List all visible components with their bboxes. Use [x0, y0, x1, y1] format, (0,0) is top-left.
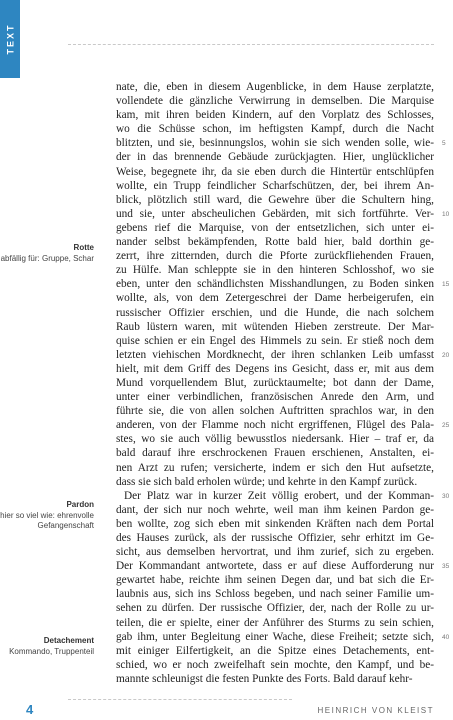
gloss-detachement [0, 636, 94, 657]
body-line: dant, der sich nur noch wehrte, weil man ihm keinen Pardon ge- [116, 503, 434, 516]
line-number: 10 [442, 210, 450, 218]
body-line: mannte schleunigst die festen Punkte des Forts. Bald darauf kehr- [116, 672, 413, 685]
body-line: führte sie, die von allen solchen Auftritten sprachlos war, in den [116, 405, 434, 418]
body-line: wollte, als, von dem Zetergeschrei der Dame herbeigerufen, ein [116, 292, 434, 305]
body-line: eben, unter den schändlichsten Misshandlungen, zu Boden sinken [116, 278, 434, 291]
body-line: Der Platz war in kurzer Zeit völlig erobert, und der Komman- [124, 489, 434, 502]
gloss-definition: abfällig für: Gruppe, Schar [0, 253, 94, 263]
side-tab-label: TEXT [5, 23, 16, 55]
body-line: ben wollte, zog sich eben mit sinkenden Kräften nach dem Portal [116, 517, 434, 530]
gloss-term: Pardon [66, 500, 94, 509]
body-line: unter einer verbindlichen, französischen Anrede den Arm, und [116, 391, 434, 404]
gloss-pardon [0, 500, 94, 532]
side-tab-label-wrap [0, 0, 20, 78]
body-line: letzten viehischen Mordknecht, der ihren schlanken Leib umfasst [116, 348, 434, 361]
body-line: gab ihm, unter Begleitung einer Wache, diese Freiheit; setzte sich, [116, 630, 434, 643]
body-line: mit einiger Eilfertigkeit, an die Spitze eines Detachements, ent- [116, 644, 434, 657]
body-line: stes, wo sie auch völlig bewusstlos niedersank. Hier – traf er, da [116, 433, 434, 446]
body-line: kam, mit ihren beiden Kindern, auf den Vorplatz des Schlosses, [116, 109, 434, 122]
body-line: russischer Offizier erschien, und die Hunde, die nach solchem [116, 306, 434, 319]
line-number: 20 [442, 351, 450, 359]
body-line: und sie, unter abscheulichen Gebärden, mit sich fortführte. Ver- [116, 207, 434, 220]
body-line: laubnis aus, sich ins Schloss begeben, und nach seiner Familie um- [116, 588, 434, 601]
body-line: teilen, die er spielte, einer der Anführer des Sturms zu sein schien, [116, 616, 434, 629]
body-line: nen Arzt zu rufen; versicherte, indem er sich den Hut aufsetzte, [116, 461, 434, 474]
line-number: 40 [442, 633, 450, 641]
body-line: vollendete die gänzliche Verwirrung in demselben. Die Marquise [116, 95, 434, 108]
body-line: Weise, begegnete ihr, da sie eben durch die Hintertür entschlüpfen [116, 165, 434, 178]
line-number: 5 [442, 140, 446, 148]
bottom-dashed-rule [68, 699, 292, 700]
body-line: wollte, ein Trupp feindlicher Scharfschützen, der, bei ihrem An- [116, 179, 434, 192]
body-line: bald darauf ihre erschrockenen Frauen erschienen, Anstalten, ei- [116, 447, 434, 460]
gloss-term: Detachement [43, 636, 94, 645]
body-line: Der Kommandant antwortete, dass er auf diese Aufforderung nur [116, 560, 434, 573]
line-number: 15 [442, 281, 450, 289]
gloss-term: Rotte [73, 243, 94, 252]
body-line: sehen zu dürfen. Der russische Offizier, der, nach der Rolle zu ur- [116, 602, 434, 615]
body-line: anderen, von der Flamme noch nicht ergriffenen, Flügel des Pala- [116, 419, 434, 432]
body-line: gewartet habe, reichte ihm seinen Degen dar, und bat sich die Er- [116, 574, 434, 587]
body-line: blitzten, und sie, besinnungslos, wohin sie sich wenden solle, wie- [116, 137, 434, 150]
body-line: nander selbst bekämpfenden, Rotte bald hier, bald dorthin ge- [116, 236, 434, 249]
body-line: sicht, aus demselben hervortrat, und ihm zurief, sich zu ergeben. [116, 546, 434, 559]
top-dashed-rule [68, 44, 434, 45]
body-line: hielt, mit dem Griff des Degens ins Gesicht, dass er, mit aus dem [116, 362, 434, 375]
gloss-definition: Kommando, Truppenteil [9, 646, 94, 656]
line-number: 30 [442, 492, 450, 500]
running-head: HEINRICH VON KLEIST [317, 706, 434, 715]
body-line: Raub lüstern waren, mit wütenden Hieben zerstreute. Der Mar- [116, 320, 434, 333]
body-line: dass sie sich bald erholen würde; und kehrte in den Kampf zurück. [116, 475, 418, 488]
body-line: der in das brennende Gebäude zurückjagten. Hier, unglücklicher [116, 151, 434, 164]
body-line: zerrt, ihre zitternden, durch die Pforte zurückfliehenden Frauen, [116, 250, 434, 263]
body-line: zu Hülfe. Man schleppte sie in den hinteren Schlosshof, wo sie [116, 264, 434, 277]
body-text [116, 80, 434, 686]
body-line: blick, plötzlich still ward, die Gewehre über die Schultern hing, [116, 193, 434, 206]
page-number: 4 [26, 702, 34, 717]
body-line: des Hauses zurück, als der russische Offizier, sehr erhitzt im Ge- [116, 532, 434, 544]
gloss-definition: hier so viel wie: ehrenvolle Gefangenschaft [0, 510, 94, 530]
body-line: gebens rief die Marquise, von der entsetzlichen, sich unter ei- [116, 221, 434, 234]
line-number: 25 [442, 422, 450, 430]
body-line: nate, die, eben in diesem Augenblicke, in dem Hause zerplatzte, [116, 81, 434, 93]
line-number: 35 [442, 563, 450, 571]
body-line: wo die Schüsse schon, im heftigsten Kampf, durch die Nacht [116, 123, 434, 136]
body-line: Mund vorquellendem Blut, zurücktaumelte; bot dann der Dame, [116, 376, 434, 389]
gloss-rotte [0, 243, 94, 264]
body-line: quise schien er ein Engel des Himmels zu sein. Er stieß noch dem [116, 334, 434, 347]
body-line: schied, wo er noch zweifelhaft sein mochte, den Kampf, und be- [116, 658, 434, 671]
